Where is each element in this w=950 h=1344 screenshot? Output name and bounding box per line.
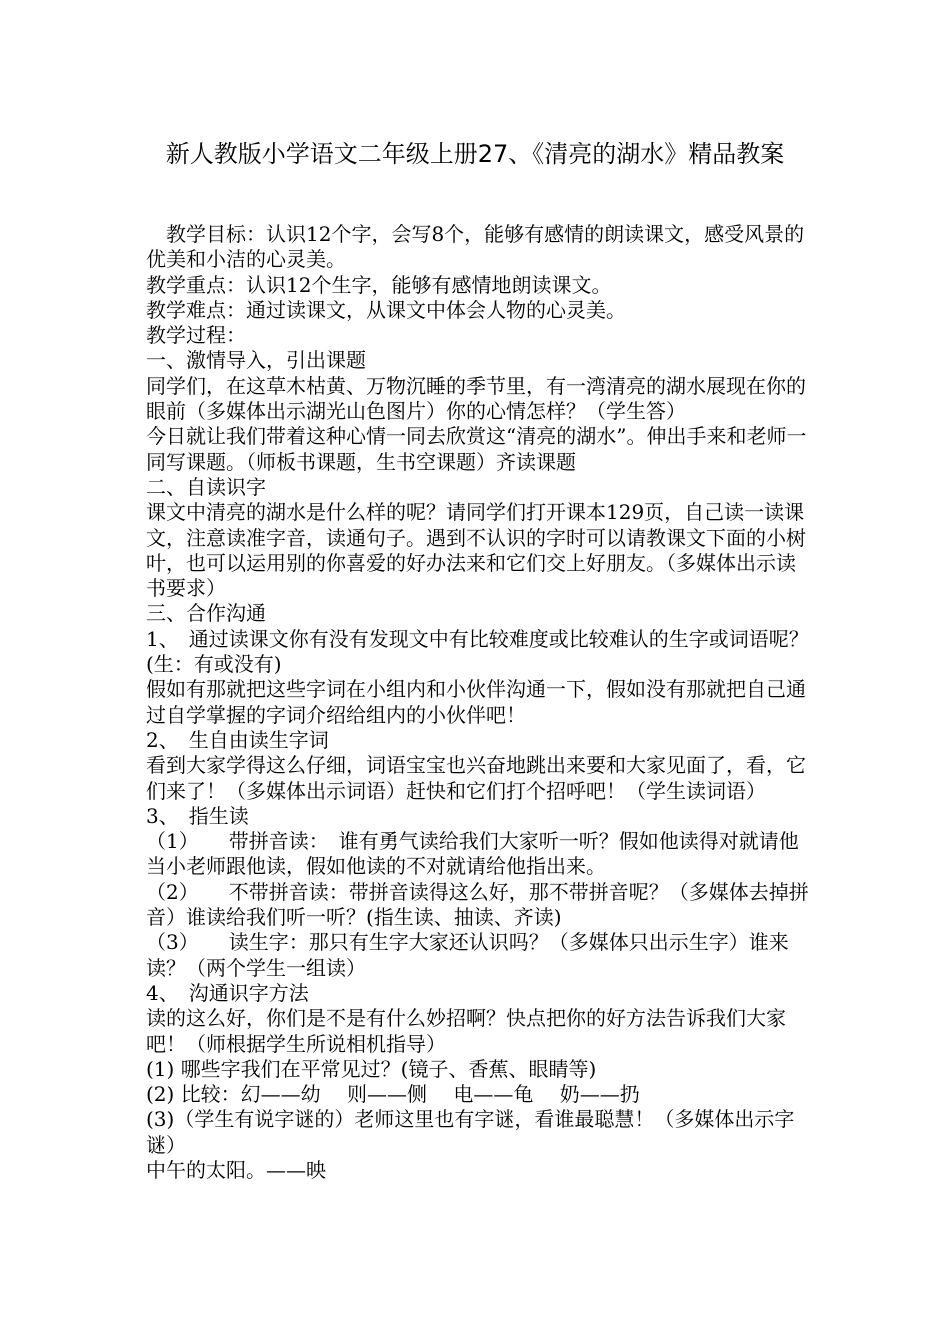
document-body bbox=[146, 222, 814, 1183]
sub-list-item: (1) 哪些字我们在平常见过？(镜子、香蕉、眼睛等) bbox=[146, 1056, 597, 1081]
paragraph: 中午的太阳。——映 bbox=[146, 1157, 326, 1182]
section-heading-2: 二、自读识字 bbox=[146, 474, 266, 499]
paragraph-difficulties: 教学难点：通过读课文，从课文中体会人物的心灵美。 bbox=[146, 297, 626, 322]
list-item: 2、 生自由读生字词 bbox=[146, 727, 329, 752]
paragraph: 读的这么好，你们是不是有什么妙招啊？快点把你的好方法告诉我们大家吧！（师根据学生所说相机指导） bbox=[146, 1006, 786, 1056]
section-heading-1: 一、激情导入，引出课题 bbox=[146, 348, 366, 373]
sub-list-item: （1） 带拼音读： 谁有勇气读给我们大家听一听？假如他读得对就请他当小老师跟他读，假如他读的不对就请给他指出来。 bbox=[146, 829, 799, 879]
paragraph: 今日就让我们带着这种心情一同去欣赏这“清亮的湖水”。伸出手来和老师一同写课题。（师板书课题，生书空课题）齐读课题 bbox=[146, 424, 807, 474]
document-title: 新人教版小学语文二年级上册27、《清亮的湖水》精品教案 bbox=[165, 140, 785, 168]
sub-list-item: （2） 不带拼音读：带拼音读得这么好，那不带拼音呢？（多媒体去掉拼音）谁读给我们听一听？(指生读、抽读、齐读) bbox=[146, 879, 809, 930]
paragraph-process-heading: 教学过程： bbox=[146, 323, 246, 348]
sub-list-item: (2) 比较：幻——幼 则——侧 电——龟 奶——扔 bbox=[146, 1082, 640, 1107]
sub-list-item: (3)（学生有说字谜的）老师这里也有字谜，看谁最聪慧！（多媒体出示字谜） bbox=[146, 1107, 795, 1157]
list-item: 4、 沟通识字方法 bbox=[146, 980, 309, 1005]
paragraph: 假如有那就把这些字词在小组内和小伙伴沟通一下，假如没有那就把自己通过自学掌握的字词介绍给组内的小伙伴吧！ bbox=[146, 677, 806, 727]
paragraph-objectives: 教学目标：认识12个字，会写8个，能够有感情的朗读课文，感受风景的优美和小洁的心灵美。 bbox=[146, 222, 805, 272]
paragraph-key-points: 教学重点：认识12个生字，能够有感情地朗读课文。 bbox=[146, 272, 612, 297]
paragraph: 同学们，在这草木枯黄、万物沉睡的季节里，有一湾清亮的湖水展现在你的眼前（多媒体出示湖光山色图片）你的心情怎样？（学生答） bbox=[146, 373, 806, 424]
list-item: 1、 通过读课文你有没有发现文中有比较难度或比较难认的生字或词语呢？(生：有或没有) bbox=[146, 626, 809, 677]
paragraph: 看到大家学得这么仔细，词语宝宝也兴奋地跳出来要和大家见面了，看，它们来了！（多媒体出示词语）赶快和它们打个招呼吧！（学生读词语） bbox=[146, 753, 806, 803]
section-heading-3: 三、合作沟通 bbox=[146, 601, 266, 626]
paragraph: 课文中清亮的湖水是什么样的呢？请同学们打开课本129页，自己读一读课文，注意读准字音，读通句子。遇到不认识的字时可以请教课文下面的小树叶，也可以运用别的你喜爱的好办法来和它们交上好朋友。（多媒体出示读书要求） bbox=[146, 500, 806, 601]
list-item: 3、 指生读 bbox=[146, 803, 249, 828]
sub-list-item: （3） 读生字：那只有生字大家还认识吗？（多媒体只出示生字）谁来读？（两个学生一组读） bbox=[146, 930, 789, 980]
